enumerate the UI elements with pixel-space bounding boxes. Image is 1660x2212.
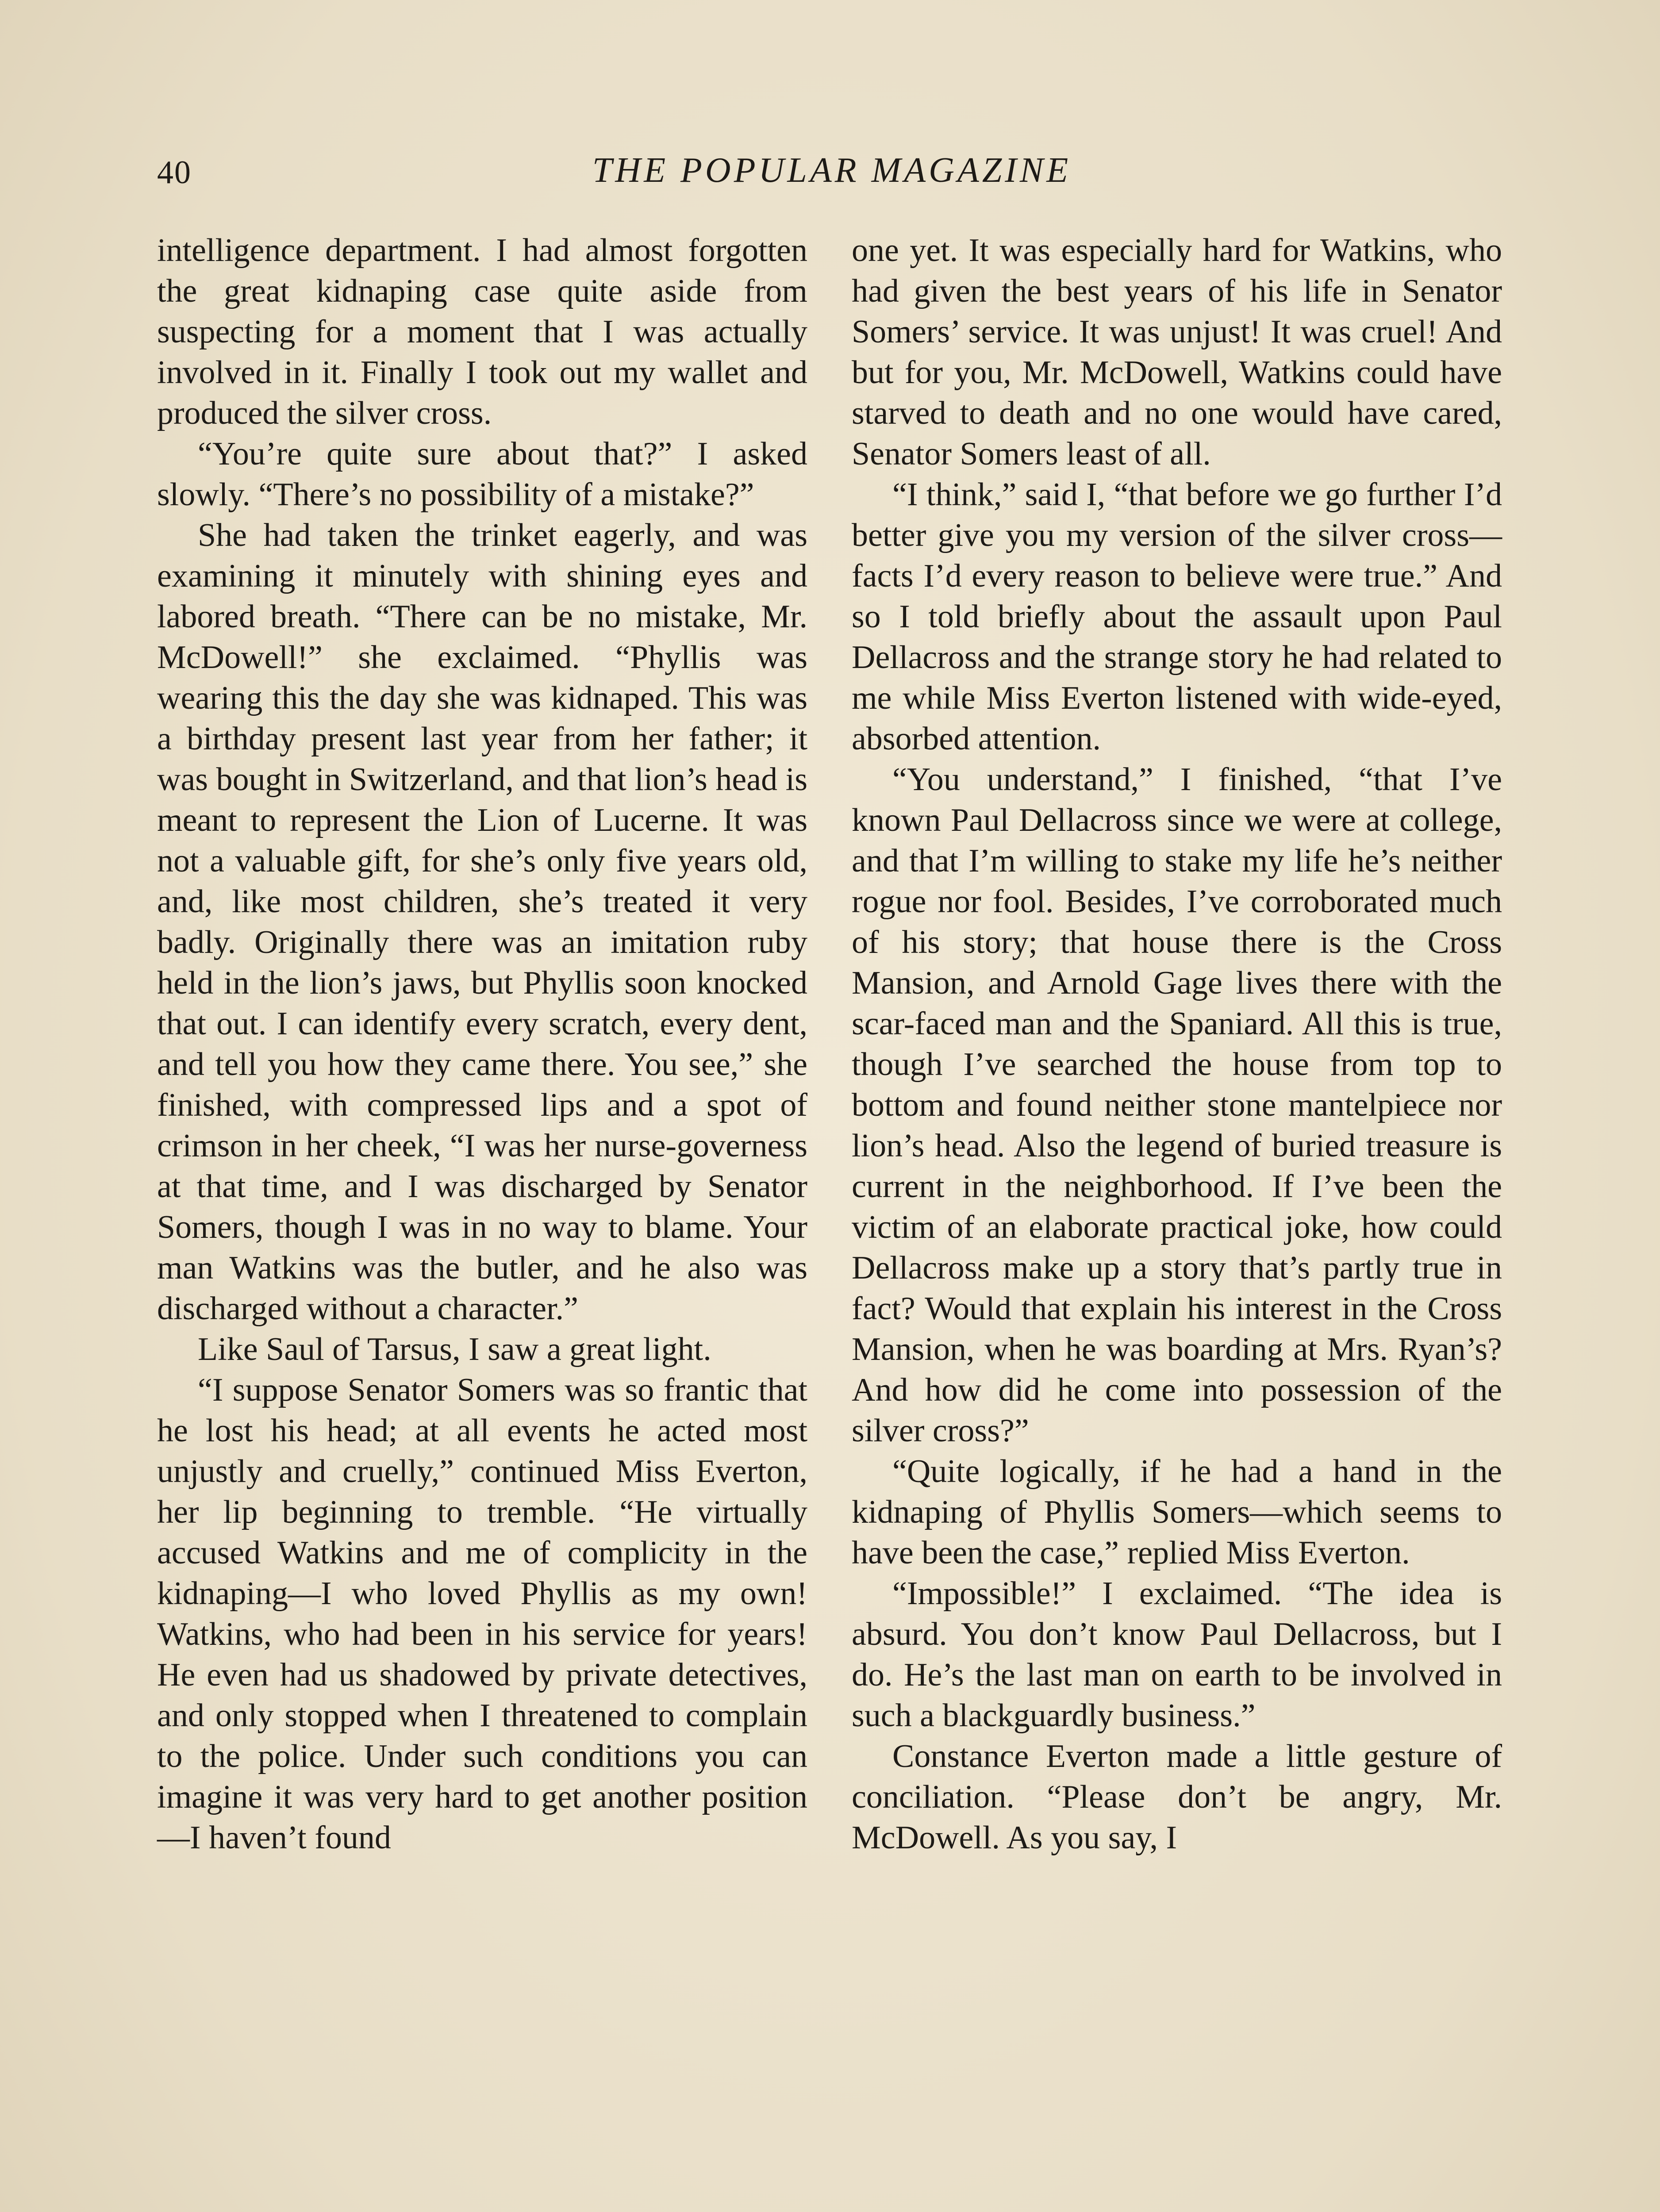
paragraph: “Quite logically, if he had a hand in the kidnaping of Phyllis Somers—which seems to have been the case,” replied Miss Everton. bbox=[852, 1453, 1502, 1571]
paragraph: “I think,” said I, “that before we go further I’d better give you my version of the silver cross—facts I’d every reason to believe were true.” And so I told briefly about the assault upon Paul Dellacross and the strange story he had related to me while Miss Everton listened with wide-eyed, absorbed attention. bbox=[852, 476, 1502, 757]
right-column bbox=[852, 230, 1502, 1858]
paragraph: “You understand,” I finished, “that I’ve known Paul Dellacross since we were at college, and that I’m willing to stake my life he’s neither rogue nor fool. Besides, I’ve corroborated much of his story; that house there is the Cross Mansion, and Arnold Gage lives there with the scar-faced man and the Spaniard. All this is true, though I’ve searched the house from top to bottom and found neither stone mantelpiece nor lion’s head. Also the legend of buried treasure is current in the neighborhood. If I’ve been the victim of an elaborate practical joke, how could Dellacross make up a story that’s partly true in fact? Would that explain his interest in the Cross Mansion, when he was boarding at Mrs. Ryan’s? And how did he come into possession of the silver cross?” bbox=[852, 761, 1502, 1449]
page-header bbox=[157, 150, 1506, 199]
paragraph: “You’re quite sure about that?” I asked slowly. “There’s no possibility of a mistake?” bbox=[157, 436, 807, 513]
page-number: 40 bbox=[157, 154, 192, 191]
paragraph: She had taken the trinket eagerly, and was examining it minutely with shining eyes and labored breath. “There can be no mistake, Mr. McDowell!” she exclaimed. “Phyllis was wearing this the day she was kidnaped. This was a birthday present last year from her father; it was bought in Switzerland, and that lion’s head is meant to represent the Lion of Lucerne. It was not a valuable gift, for she’s only five years old, and, like most children, she’s treated it very badly. Originally there was an imitation ruby held in the lion’s jaws, but Phyllis soon knocked that out. I can identify every scratch, every dent, and tell you how they came there. You see,” she finished, with compressed lips and a spot of crimson in her cheek, “I was her nurse-governess at that time, and I was discharged by Senator Somers, though I was in no way to blame. Your man Watkins was the butler, and he also was discharged without a character.” bbox=[157, 517, 807, 1327]
running-title: THE POPULAR MAGAZINE bbox=[592, 151, 1072, 190]
left-column bbox=[157, 230, 807, 1858]
paragraph: intelligence department. I had almost forgotten the great kidnaping case quite aside from suspecting for a moment that I was actually involved in it. Finally I took out my wallet and produced the silver cross. bbox=[157, 232, 807, 431]
paragraph: “I suppose Senator Somers was so frantic that he lost his head; at all events he acted most unjustly and cruelly,” continued Miss Everton, her lip beginning to tremble. “He virtually accused Watkins and me of complicity in the kidnaping—I who loved Phyllis as my own! Watkins, who had been in his service for years! He even had us shadowed by private detectives, and only stopped when I threatened to complain to the police. Under such conditions you can imagine it was very hard to get another position—I haven’t found bbox=[157, 1372, 807, 1856]
paragraph: “Impossible!” I exclaimed. “The idea is absurd. You don’t know Paul Dellacross, but I do. He’s the last man on earth to be involved in such a blackguardly business.” bbox=[852, 1575, 1502, 1734]
paragraph: one yet. It was especially hard for Watkins, who had given the best years of his life in Senator Somers’ service. It was unjust! It was cruel! And but for you, Mr. McDowell, Watkins could have starved to death and no one would have cared, Senator Somers least of all. bbox=[852, 232, 1502, 472]
paragraph: Constance Everton made a little gesture of conciliation. “Please don’t be angry, Mr. McDowell. As you say, I bbox=[852, 1738, 1502, 1856]
paragraph: Like Saul of Tarsus, I saw a great light. bbox=[198, 1331, 711, 1367]
